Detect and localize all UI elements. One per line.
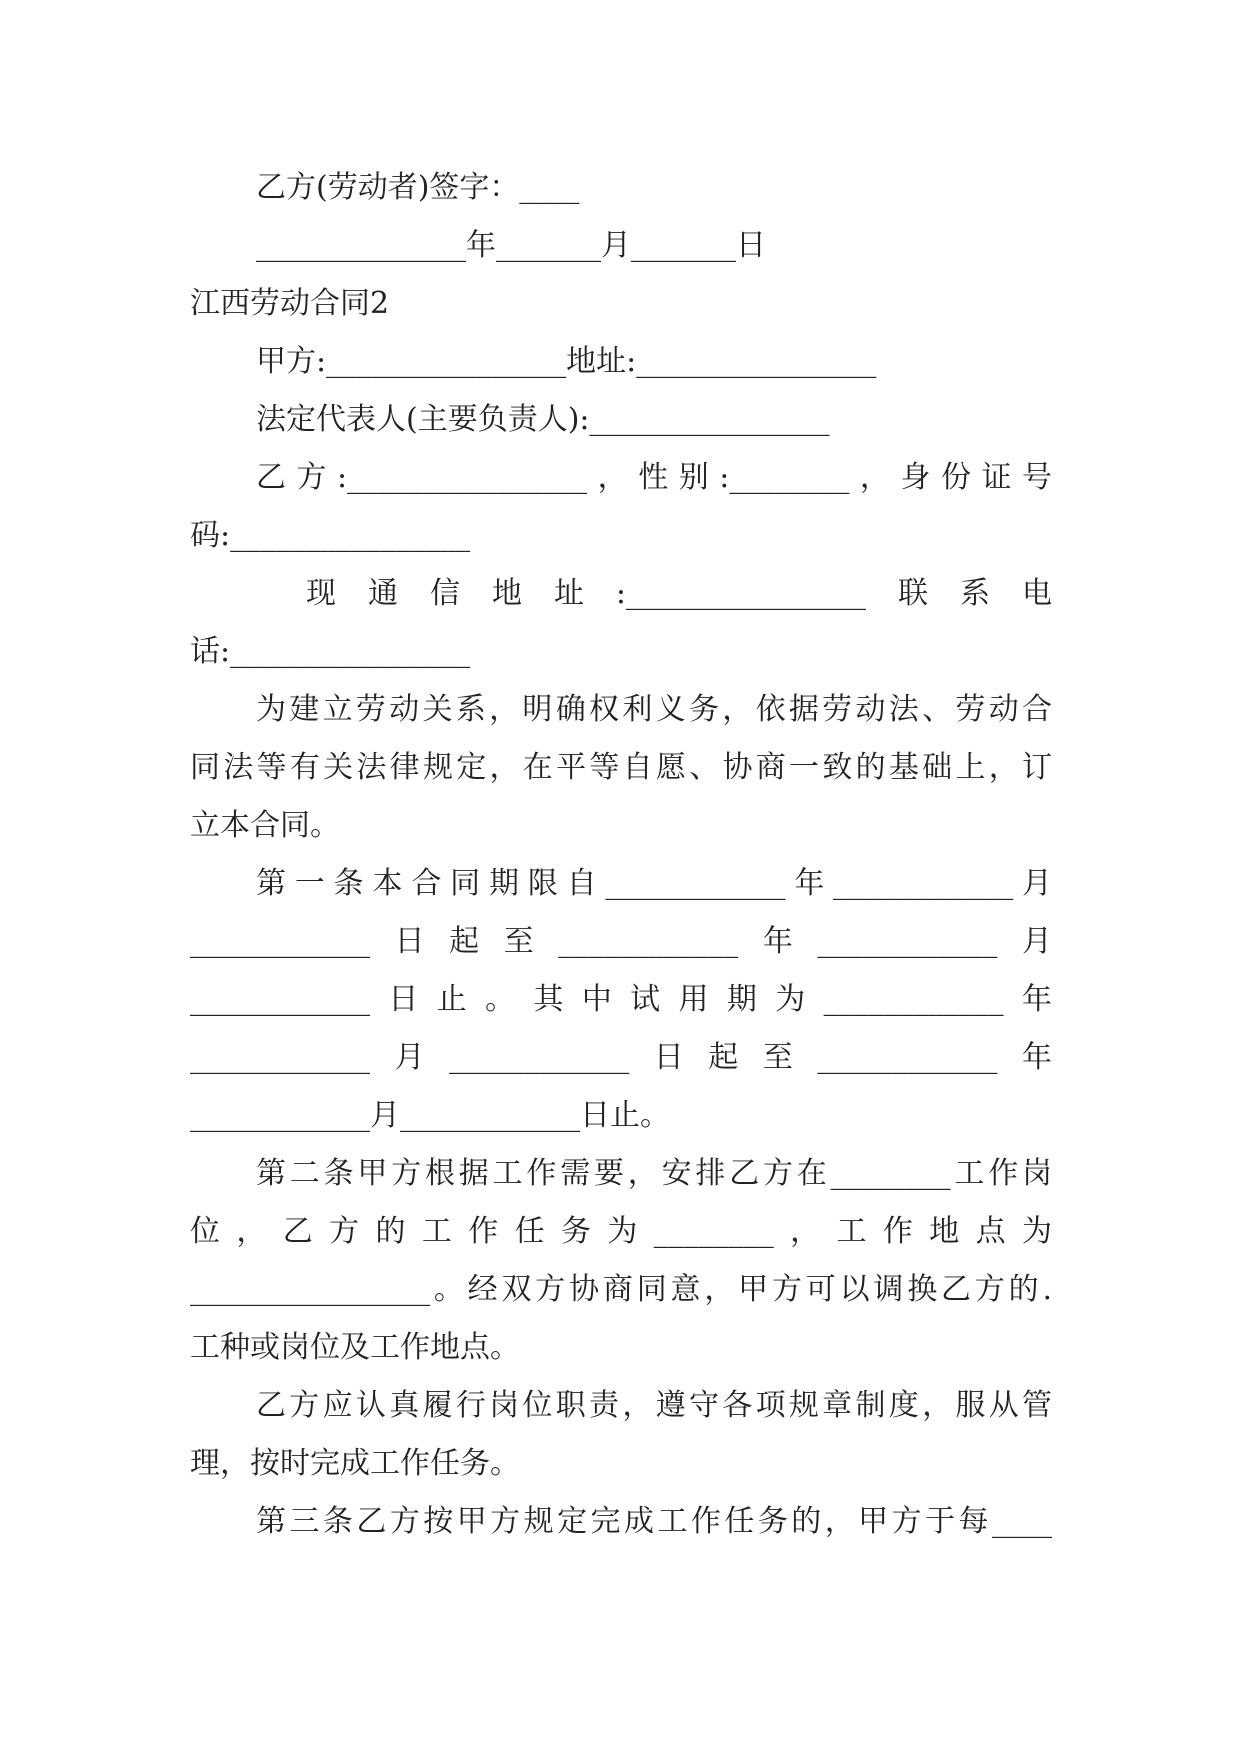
article-2-line: 工种或岗位及工作地点。	[190, 1330, 520, 1365]
article-2-line: 位，乙方的工作任务为________，工作地点为	[190, 1214, 1052, 1249]
paragraph-line: 乙方应认真履行岗位职责，遵守各项规章制度，服从管	[256, 1388, 1052, 1423]
article-3-line: 第三条乙方按甲方规定完成工作任务的，甲方于每____	[256, 1504, 1052, 1539]
article-1-line: ____________日起至____________年____________月	[190, 924, 1052, 959]
address-line: 现通信地址:________________联系电	[306, 576, 1052, 611]
article-2-line: ________________。经双方协商同意，甲方可以调换乙方的.	[190, 1272, 1052, 1307]
party-b-line: 乙方:________________，性别:________，身份证号	[256, 460, 1052, 495]
id-number-line: 码:________________	[190, 518, 471, 553]
party-a-line: 甲方:________________地址:________________	[256, 344, 877, 379]
article-2-line: 第二条甲方根据工作需要，安排乙方在________工作岗	[256, 1156, 1052, 1191]
paragraph-line: 立本合同。	[190, 808, 340, 843]
section-title: 江西劳动合同2	[190, 286, 390, 321]
paragraph-line: 为建立劳动关系，明确权利义务，依据劳动法、劳动合	[256, 692, 1052, 727]
paragraph-line: 同法等有关法律规定，在平等自愿、协商一致的基础上，订	[190, 750, 1052, 785]
signature-line: 乙方(劳动者)签字：____	[256, 170, 580, 205]
article-1-line: 第一条本合同期限自____________年____________月	[256, 866, 1052, 901]
paragraph-line: 理，按时完成工作任务。	[190, 1446, 520, 1481]
legal-rep-line: 法定代表人(主要负责人):________________	[256, 402, 830, 437]
phone-line: 话:________________	[190, 634, 471, 669]
article-1-line: ____________月____________日起至____________年	[190, 1040, 1052, 1075]
date-line: ______________年_______月_______日	[256, 228, 766, 263]
article-1-line: ____________月____________日止。	[190, 1098, 670, 1133]
article-1-line: ____________日止。其中试用期为____________年	[190, 982, 1052, 1017]
